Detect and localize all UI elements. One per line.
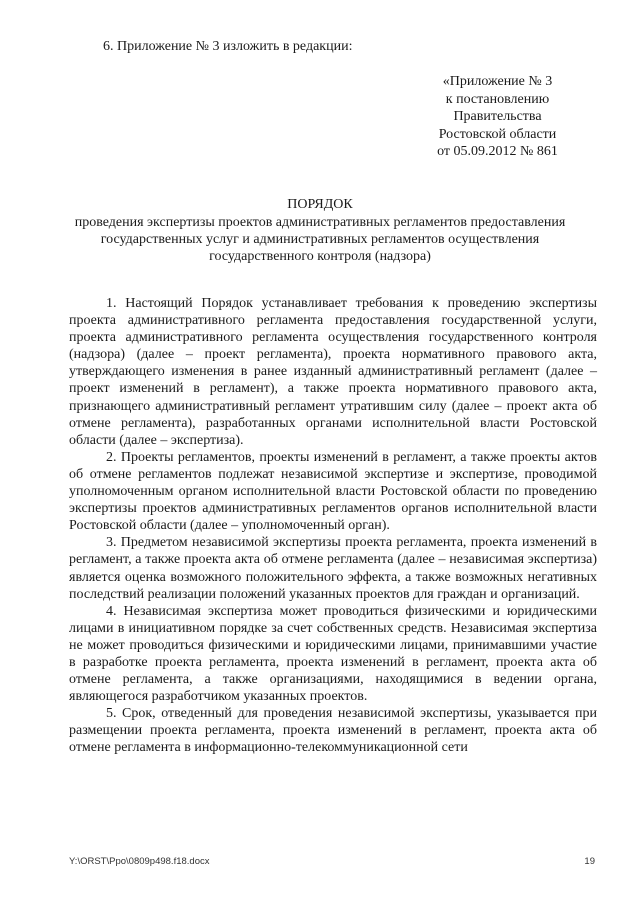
document-subtitle: проведения экспертизы проектов административных регламентов предоставления государственных услуг и административных регламентов осуществления государственного контроля (надзора) [74,215,566,264]
annex-line: «Приложение № 3 [442,74,553,89]
annex-line: Ростовской области [438,126,557,142]
annex-line: Правительства [453,109,542,125]
annex-header [400,73,595,161]
footer-file-path: Y:\ORST\Ppo\0809p498.f18.docx [69,856,210,867]
paragraph: 5. Срок, отведенный для проведения независимой экспертизы, указывается при размещении проекта регламента, проекта изменений в регламент, проекта акта об отмене регламента в информационно-телекоммуникационной сети [69,706,597,756]
paragraph: 2. Проекты регламентов, проекты изменений в регламент, а также проекты актов об отмене регламентов подлежат независимой экспертизе и экспертизе, проводимой уполномоченным органом исполнительной власти Ростовской области по проведению экспертизы проектов административных регламентов органов исполнительной власти Ростовской области (далее – уполномоченный орган). [69,449,597,534]
intro-line: 6. Приложение № 3 изложить в редакции: [103,39,353,54]
annex-line: от 05.09.2012 № 861 [437,144,558,160]
document-title: ПОРЯДОК [287,197,353,212]
document-body [69,295,597,757]
annex-line: к постановлению [445,91,550,107]
paragraph: 4. Независимая экспертиза может проводиться физическими и юридическими лицами в инициативном порядке за счет собственных средств. Независимая экспертиза не может проводиться физическими и юридическими лицами, принимавшими участие в разработке проекта регламента, проекта изменений в регламент, проекта акта об отмене регламента, а также организациями, находящимися в ведении органа, являющегося разработчиком указанных проектов. [69,603,597,705]
paragraph: 1. Настоящий Порядок устанавливает требования к проведению экспертизы проекта административного регламента предоставления государственной услуги, проекта административного регламента осуществления государственного контроля (надзора) (далее – проект регламента), проекта нормативного правового акта, утверждающего изменения в ранее изданный административный регламент (далее – проект изменений в регламент), а также проекта нормативного правового акта, признающего административный регламент утратившим силу (далее – проект акта об отмене регламента), разработанных органами исполнительной власти Ростовской области (далее – экспертиза). [69,296,597,448]
page-number: 19 [584,856,595,867]
paragraph: 3. Предметом независимой экспертизы проекта регламента, проекта изменений в регламент, а также проекта акта об отмене регламента (далее – независимая экспертиза) является оценка возможного положительного эффекта, а также возможных негативных последствий реализации положений указанных проектов для граждан и организаций. [69,535,597,602]
